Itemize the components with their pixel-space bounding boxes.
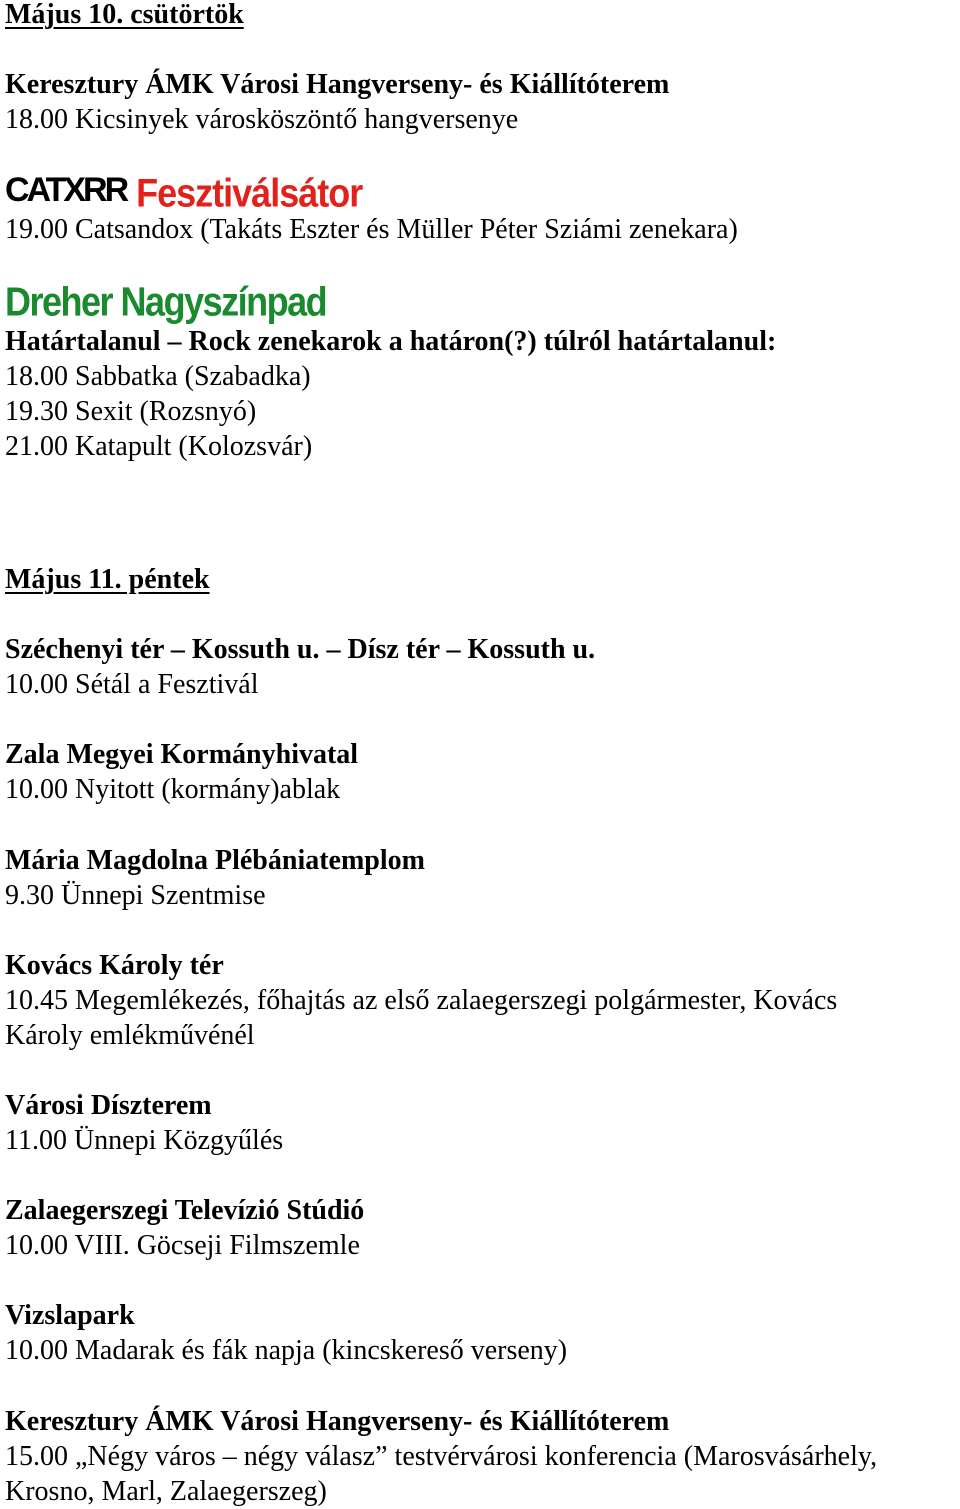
dreher-nagyszinpad-logo: [5, 280, 326, 322]
event-line: 10.00 Sétál a Fesztivál: [5, 669, 259, 700]
event-line: Károly emlékművénél: [5, 1020, 255, 1051]
venue-title: Mária Magdolna Plébániatemplom: [5, 845, 425, 876]
event-line: 21.00 Katapult (Kolozsvár): [5, 431, 313, 462]
day-heading-may-10: Május 10. csütörtök: [5, 0, 244, 30]
dreher-nagyszinpad-logo-text: Dreher Nagyszínpad: [5, 278, 327, 324]
venue-title: Kovács Károly tér: [5, 950, 224, 981]
catxrr-logo-mark: [5, 170, 127, 209]
event-line: 19.30 Sexit (Rozsnyó): [5, 396, 257, 427]
event-line: 15.00 „Négy város – négy válasz” testvérvárosi konferencia (Marosvásárhely,: [5, 1441, 878, 1472]
event-line: Krosno, Marl, Zalaegerszeg): [5, 1476, 327, 1507]
venue-title: Keresztury ÁMK Városi Hangverseny- és Kiállítóterem: [5, 69, 670, 100]
venue-title: Vizslapark: [5, 1300, 135, 1331]
event-line: 10.00 Nyitott (kormány)ablak: [5, 774, 341, 805]
fesztivalsator-logo: [5, 170, 362, 214]
venue-title: Városi Díszterem: [5, 1090, 212, 1121]
venue-title: Széchenyi tér – Kossuth u. – Dísz tér – Kossuth u.: [5, 634, 596, 665]
section-subheading: Határtalanul – Rock zenekarok a határon(?) túlról határtalanul:: [5, 326, 777, 357]
venue-title: Zala Megyei Kormányhivatal: [5, 739, 359, 770]
event-line: 19.00 Catsandox (Takáts Eszter és Müller Péter Sziámi zenekara): [5, 214, 738, 245]
event-line: 10.45 Megemlékezés, főhajtás az első zalaegerszegi polgármester, Kovács: [5, 985, 838, 1016]
fesztivalsator-logo-text: Fesztiválsátor: [136, 169, 363, 215]
day-heading-may-11: Május 11. péntek: [5, 564, 210, 595]
venue-title: Keresztury ÁMK Városi Hangverseny- és Kiállítóterem: [5, 1406, 670, 1437]
event-line: 9.30 Ünnepi Szentmise: [5, 880, 266, 911]
event-line: 11.00 Ünnepi Közgyűlés: [5, 1125, 284, 1156]
venue-title: Zalaegerszegi Televízió Stúdió: [5, 1195, 365, 1226]
event-line: 18.00 Kicsinyek városköszöntő hangversenye: [5, 104, 519, 135]
catxrr-logo-text: CATXRR: [5, 170, 127, 209]
event-line: 18.00 Sabbatka (Szabadka): [5, 361, 311, 392]
event-line: 10.00 Madarak és fák napja (kincskereső verseny): [5, 1335, 568, 1366]
event-line: 10.00 VIII. Göcseji Filmszemle: [5, 1230, 360, 1261]
